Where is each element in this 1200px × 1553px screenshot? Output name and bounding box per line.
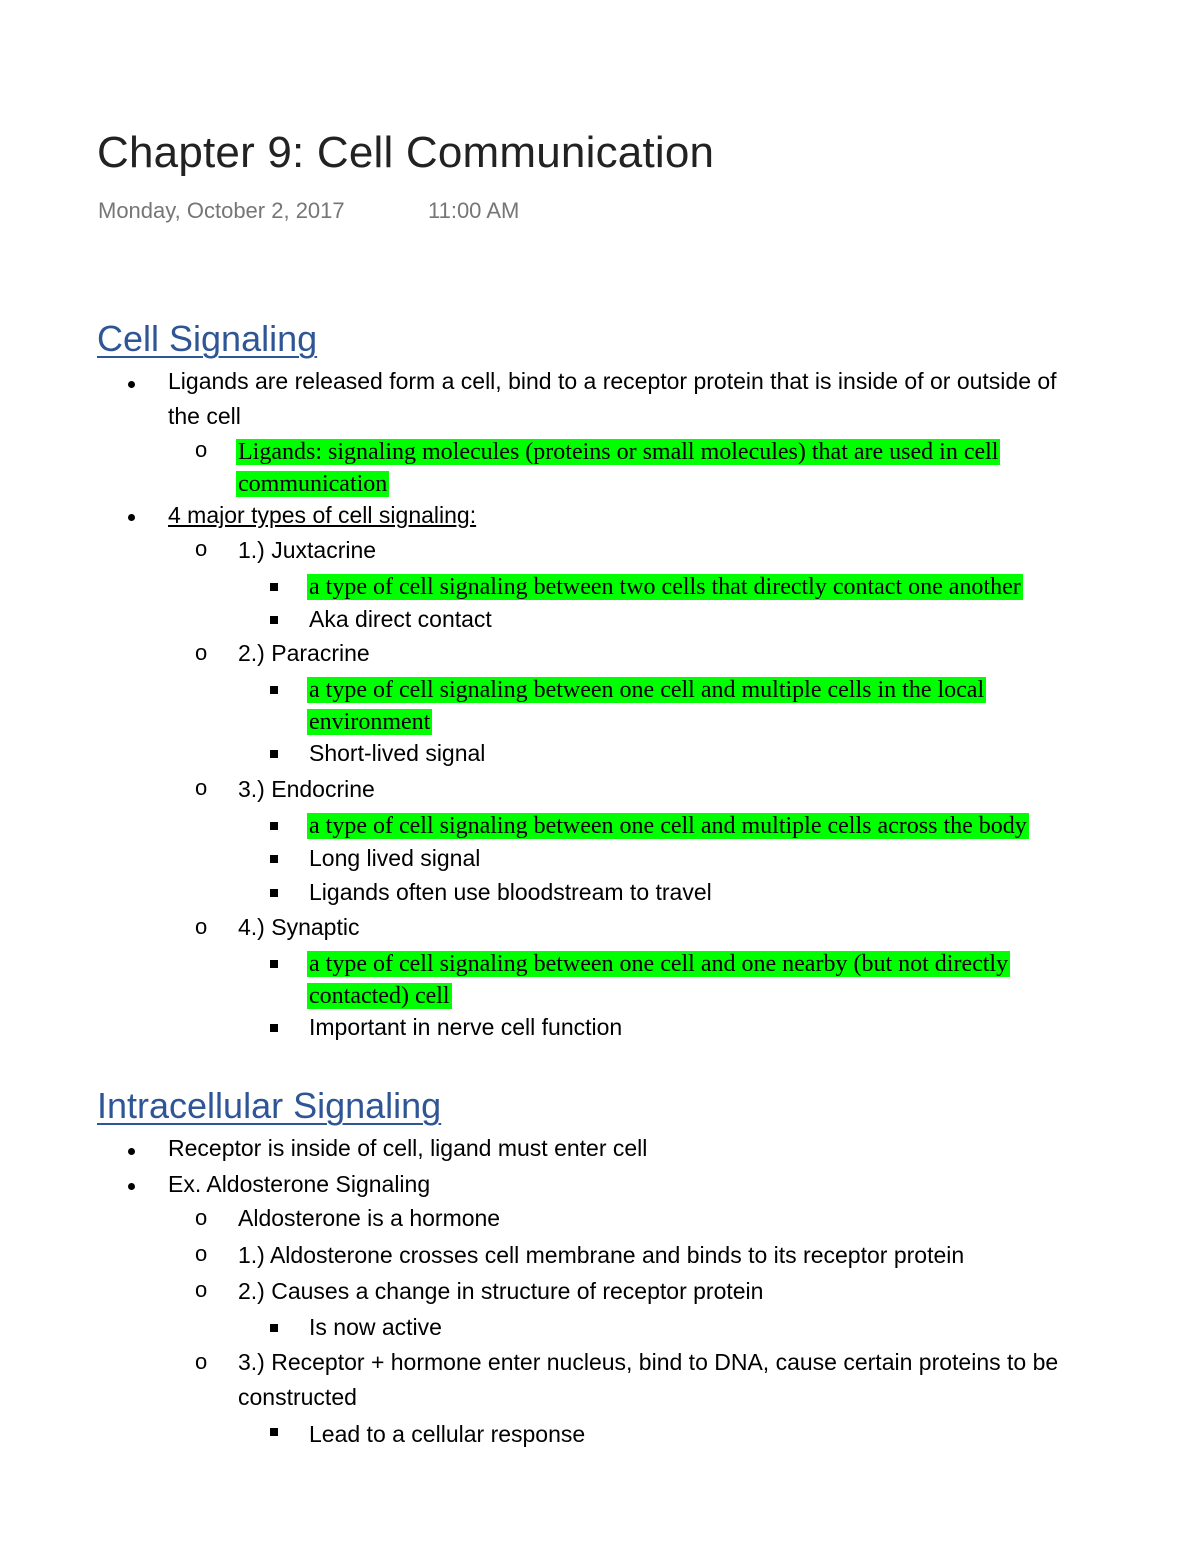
list-item-highlighted-continued: contacted) cell (309, 983, 450, 1009)
list-item-synaptic: 4.) Synaptic (238, 914, 360, 940)
bullet-square-icon (270, 583, 278, 591)
bullet-square-icon (270, 855, 278, 863)
bullet-circle-icon: o (195, 1349, 208, 1374)
list-item: Is now active (309, 1314, 442, 1340)
bullet-square-icon (270, 1428, 278, 1436)
bullet-square-icon (270, 889, 278, 897)
list-item: Important in nerve cell function (309, 1014, 623, 1040)
list-item-endocrine: 3.) Endocrine (238, 776, 375, 802)
list-item-continued: the cell (168, 403, 241, 429)
list-item-types-heading: 4 major types of cell signaling: (168, 502, 477, 528)
section-heading-intracellular-signaling: Intracellular Signaling (97, 1085, 442, 1126)
bullet-square-icon (270, 616, 278, 624)
section-heading-cell-signaling: Cell Signaling (97, 318, 318, 359)
bullet-square-icon (270, 686, 278, 694)
list-item-juxtacrine: 1.) Juxtacrine (238, 537, 377, 563)
bullet-square-icon (270, 750, 278, 758)
list-item-highlighted: Ligands: signaling molecules (proteins or small molecules) that are used in cell (238, 439, 999, 465)
list-item: Aldosterone is a hormone (238, 1205, 501, 1231)
list-item: 1.) Aldosterone crosses cell membrane and binds to its receptor protein (238, 1242, 965, 1268)
list-item: Aka direct contact (309, 606, 492, 632)
bullet-dot-icon (128, 514, 135, 521)
list-item: Ligands often use bloodstream to travel (309, 879, 712, 905)
list-item-highlighted: a type of cell signaling between one cell and one nearby (but not directly (309, 951, 1009, 977)
bullet-circle-icon: o (195, 1277, 208, 1302)
list-item: Short-lived signal (309, 740, 486, 766)
truncated-line-clip (0, 1418, 1200, 1448)
list-item-highlighted-continued: communication (238, 471, 388, 497)
bullet-square-icon (270, 1324, 278, 1332)
bullet-square-icon (270, 960, 278, 968)
list-item-continued: constructed (238, 1384, 357, 1410)
bullet-dot-icon (128, 381, 135, 388)
list-item: 2.) Causes a change in structure of receptor protein (238, 1278, 764, 1304)
page-title: Chapter 9: Cell Communication (97, 128, 715, 177)
bullet-circle-icon: o (195, 1241, 208, 1266)
list-item: Receptor is inside of cell, ligand must enter cell (168, 1135, 648, 1161)
bullet-dot-icon (128, 1183, 135, 1190)
bullet-circle-icon: o (195, 1205, 208, 1230)
page-time: 11:00 AM (428, 198, 520, 223)
list-item-highlighted: a type of cell signaling between one cell and multiple cells across the body (309, 813, 1027, 839)
bullet-circle-icon: o (195, 437, 208, 462)
list-item-highlighted-continued: environment (309, 709, 431, 735)
bullet-circle-icon: o (195, 640, 208, 665)
list-item-highlighted: a type of cell signaling between one cell and multiple cells in the local (309, 677, 985, 703)
bullet-circle-icon: o (195, 914, 208, 939)
list-item: Ex. Aldosterone Signaling (168, 1171, 431, 1197)
bullet-square-icon (270, 822, 278, 830)
list-item-paracrine: 2.) Paracrine (238, 640, 370, 666)
list-item-highlighted: a type of cell signaling between two cells that directly contact one another (309, 574, 1021, 600)
list-item-truncated: Lead to a cellular response (309, 1421, 586, 1447)
list-item: Ligands are released form a cell, bind to a receptor protein that is inside of or outside of (168, 368, 1057, 394)
bullet-dot-icon (128, 1148, 135, 1155)
list-item: 3.) Receptor + hormone enter nucleus, bind to DNA, cause certain proteins to be (238, 1349, 1059, 1375)
bullet-circle-icon: o (195, 775, 208, 800)
page-date: Monday, October 2, 2017 (98, 198, 345, 223)
bullet-circle-icon: o (195, 536, 208, 561)
list-item: Long lived signal (309, 845, 481, 871)
bullet-square-icon (270, 1024, 278, 1032)
